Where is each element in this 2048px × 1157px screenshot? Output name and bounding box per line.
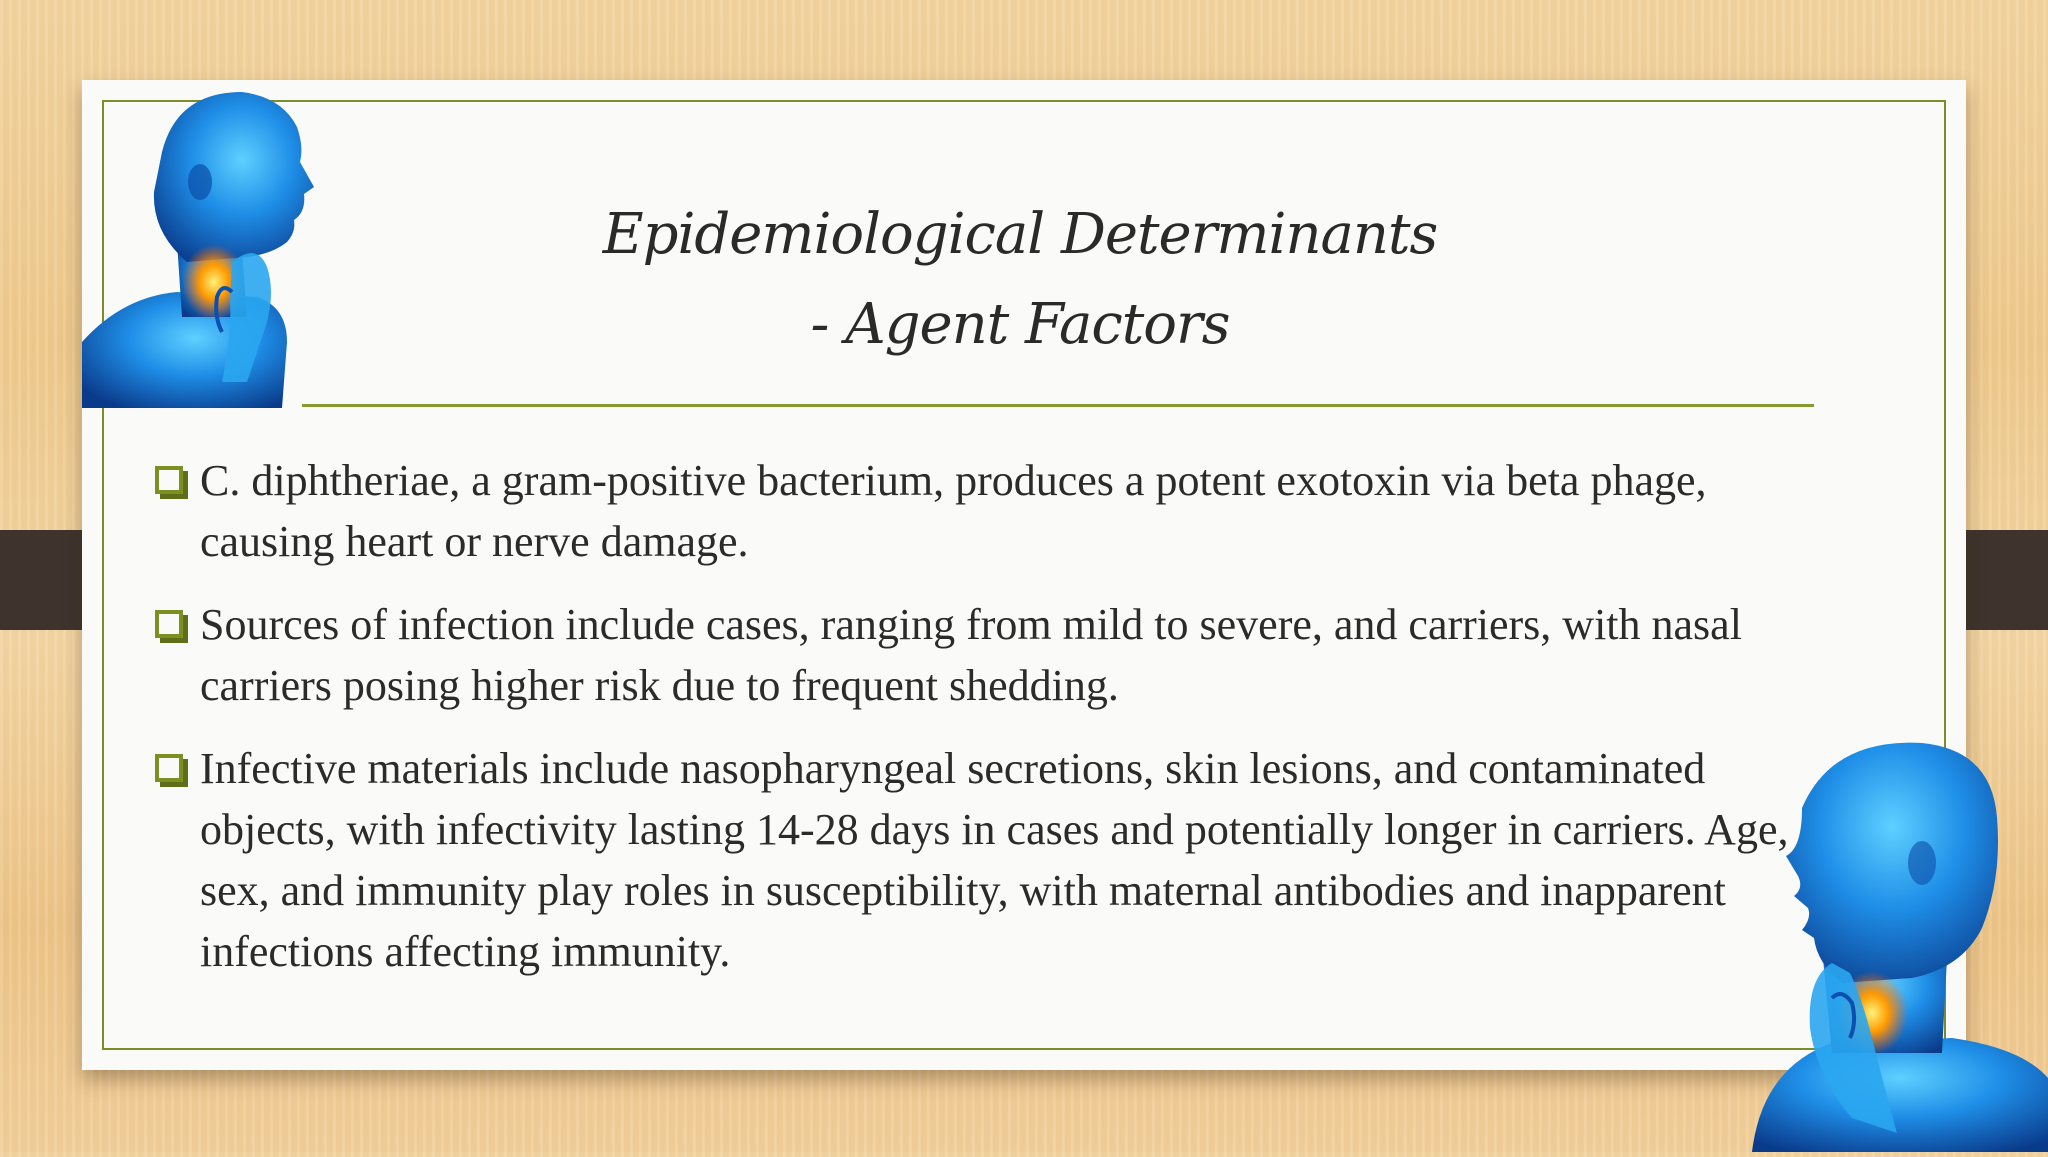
- throat-anatomy-image-top-left: [82, 92, 342, 408]
- slide-title: [520, 190, 1520, 370]
- title-divider: [302, 404, 1814, 407]
- square-bullet-icon: [155, 466, 183, 494]
- square-bullet-icon: [155, 754, 183, 782]
- bullet-text: Infective materials include nasopharyngeal secretions, skin lesions, and contaminated objects, with infectivity lasting 14-28 days in cases and potentially longer in carriers. Age, sex, and immunity play roles in susceptibility, with maternal antibodies and inapparent infections affecting immunity.: [200, 744, 1789, 976]
- slide-title-line-2: - Agent Factors: [810, 292, 1230, 357]
- bullet-item: [150, 450, 1810, 572]
- bullet-item: [150, 594, 1810, 716]
- bullet-list: [150, 450, 1810, 1004]
- bullet-text: C. diphtheriae, a gram-positive bacterium, produces a potent exotoxin via beta phage, causing heart or nerve damage.: [200, 456, 1707, 566]
- slide-title-line-1: Epidemiological Determinants: [602, 202, 1438, 267]
- square-bullet-icon: [155, 610, 183, 638]
- bullet-item: [150, 738, 1810, 982]
- bullet-text: Sources of infection include cases, ranging from mild to severe, and carriers, with nasal carriers posing higher risk due to frequent shedding.: [200, 600, 1742, 710]
